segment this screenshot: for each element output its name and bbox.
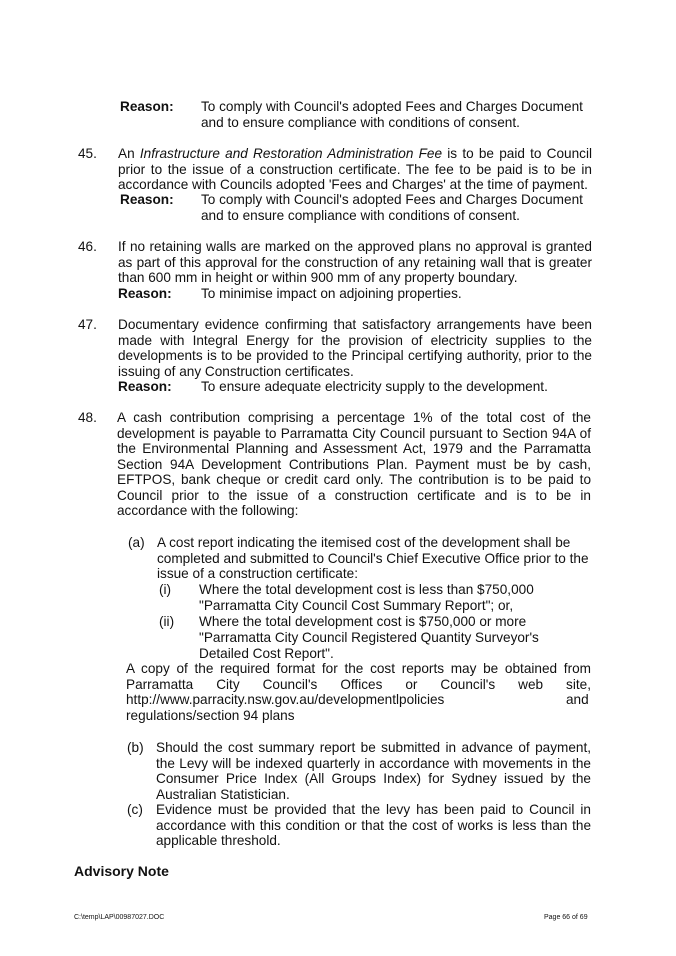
sub-item-label: (b): [127, 740, 144, 755]
cost-report-copy-end: regulations/section 94 plans: [126, 708, 295, 723]
sub-sub-ii-line3: Detailed Cost Report".: [199, 646, 334, 661]
and-word: and: [566, 692, 589, 707]
reason-text: To ensure adequate electricity supply to the development.: [201, 379, 548, 394]
cost-report-copy-text: A copy of the required format for the cost reports may be obtained from Parramatta City Council's Offices or Council's web site,: [126, 661, 591, 692]
condition-number: 48.: [78, 410, 97, 425]
reason-label: Reason:: [120, 99, 174, 114]
reason-text: To minimise impact on adjoining properties.: [201, 286, 462, 301]
sub-item-label: (a): [128, 535, 145, 550]
advisory-note-heading: Advisory Note: [74, 863, 169, 879]
sub-item-label: (c): [127, 802, 143, 817]
sub-sub-label: (ii): [159, 614, 175, 629]
council-website-link[interactable]: http://www.parracity.nsw.gov.au/developmentlpolicies: [126, 692, 445, 707]
footer-file-path: C:\temp\LAP\00987027.DOC: [74, 914, 165, 921]
sub-sub-i-line2: "Parramatta City Council Cost Summary Report"; or,: [199, 598, 514, 613]
condition-48-text: A cash contribution comprising a percentage 1% of the total cost of the development is payable to Parramatta City Council pursuant to Section 94A of the Environmental Planning and Assessment Act, 1979 and the Parramatta Section 94A Development Contributions Plan. Payment must be by cash, EFTPOS, bank cheque or credit card only. The contribution is to be paid to Council prior to the issue of a construction certificate and is to be in accordance with the following:: [117, 410, 591, 518]
condition-number: 47.: [78, 317, 97, 332]
condition-45-text: An Infrastructure and Restoration Administration Fee is to be paid to Council prior to the issue of a construction certificate. The fee to be paid is to be in accordance with Councils adopted 'Fees and Charges' at the time of payment.: [118, 146, 593, 192]
sub-sub-i-line1: Where the total development cost is less than $750,000: [199, 582, 534, 597]
sub-item-c-text: Evidence must be provided that the levy has been paid to Council in accordance with this condition or that the cost of works is less than the applicable threshold.: [156, 802, 591, 848]
sub-sub-label: (i): [159, 582, 172, 597]
sub-item-b-text: Should the cost summary report be submitted in advance of payment, the Levy will be indexed quarterly in accordance with movements in the Consumer Price Index (All Groups Index) for Sydney issued by the Australian Statistician.: [156, 740, 591, 802]
reason-text: To comply with Council's adopted Fees and Charges Document and to ensure compliance with conditions of consent.: [201, 99, 583, 130]
reason-label: Reason:: [120, 192, 174, 207]
condition-number: 45.: [78, 146, 97, 161]
reason-label: Reason:: [118, 286, 172, 301]
condition-number: 46.: [78, 239, 97, 254]
reason-label: Reason:: [118, 379, 172, 394]
reason-text: To comply with Council's adopted Fees and Charges Document and to ensure compliance with conditions of consent.: [201, 192, 583, 223]
sub-item-a-text: A cost report indicating the itemised cost of the development shall be completed and submitted to Council's Chief Executive Office prior to the issue of a construction certificate:: [157, 535, 589, 581]
fee-name: Infrastructure and Restoration Administration Fee: [139, 146, 443, 161]
sub-sub-ii-line1: Where the total development cost is $750,000 or more: [199, 614, 527, 629]
footer-page-number: Page 66 of 69: [544, 914, 588, 921]
condition-46-text: If no retaining walls are marked on the approved plans no approval is granted as part of this approval for the construction of any retaining wall that is greater than 600 mm in height or within 900 mm of any property boundary.: [118, 239, 592, 285]
condition-47-text: Documentary evidence confirming that satisfactory arrangements have been made with Integral Energy for the provision of electricity supplies to the developments is to be provided to the Principal certifying authority, prior to the issuing of any Construction certificates.: [118, 317, 592, 379]
sub-sub-ii-line2: "Parramatta City Council Registered Quantity Surveyor's: [199, 630, 539, 645]
